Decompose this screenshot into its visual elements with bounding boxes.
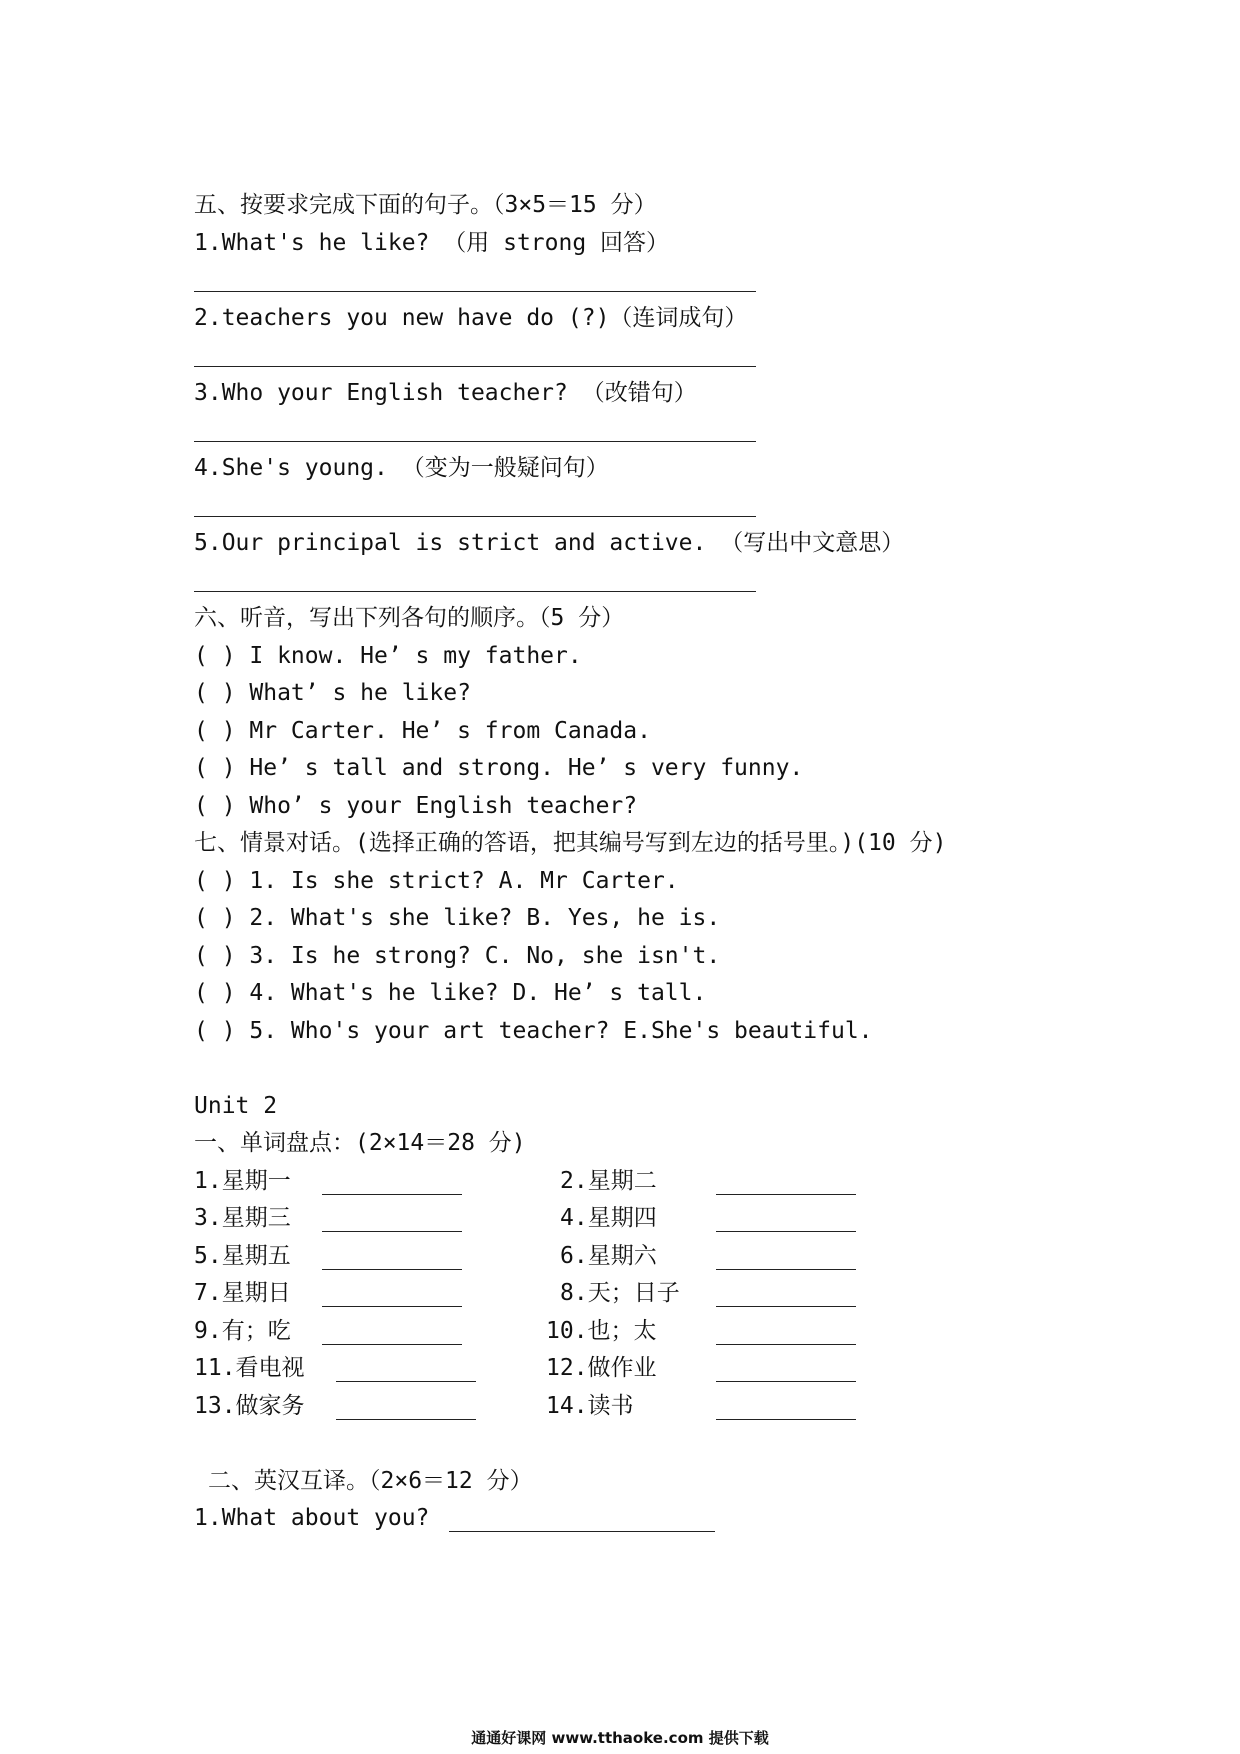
vocab-blank <box>322 1231 462 1232</box>
vocab-blank <box>716 1306 856 1307</box>
vocab-row <box>0 1391 1240 1421</box>
vocab-blank <box>716 1381 856 1382</box>
section-6-item-5: ( ) Who’ s your English teacher? <box>194 793 638 819</box>
translate-item-1: 1.What about you? <box>194 1505 430 1531</box>
vocab-label: 10.也；太 <box>546 1318 657 1344</box>
vocab-row <box>0 1203 1240 1233</box>
vocab-blank <box>322 1269 462 1270</box>
vocab-row <box>0 1241 1240 1271</box>
section-6-item-3: ( ) Mr Carter. He’ s from Canada. <box>194 718 651 744</box>
vocab-label: 1.星期一 <box>194 1168 291 1194</box>
vocab-label: 7.星期日 <box>194 1280 291 1306</box>
footer-credit: 通通好课网 www.tthaoke.com 提供下载 <box>471 1729 769 1747</box>
answer-line <box>194 291 756 292</box>
vocab-blank <box>716 1194 856 1195</box>
vocab-blank <box>336 1419 476 1420</box>
section-5-item-3: 3.Who your English teacher? （改错句） <box>194 380 697 406</box>
vocab-blank <box>716 1344 856 1345</box>
vocab-row <box>0 1166 1240 1196</box>
answer-line <box>194 516 756 517</box>
answer-line <box>449 1531 715 1532</box>
section-7-title: 七、情景对话。(选择正确的答语，把其编号写到左边的括号里。)(10 分) <box>194 830 947 856</box>
vocab-blank <box>322 1344 462 1345</box>
section-7-item-2: ( ) 2. What's she like? B. Yes, he is. <box>194 905 721 931</box>
section-6-item-2: ( ) What’ s he like? <box>194 680 471 706</box>
vocab-label: 8.天；日子 <box>560 1280 680 1306</box>
vocab-blank <box>716 1419 856 1420</box>
section-7-item-4: ( ) 4. What's he like? D. He’ s tall. <box>194 980 707 1006</box>
answer-line <box>194 441 756 442</box>
vocab-label: 13.做家务 <box>194 1393 305 1419</box>
answer-line <box>194 366 756 367</box>
vocab-label: 3.星期三 <box>194 1205 291 1231</box>
vocab-label: 2.星期二 <box>560 1168 657 1194</box>
vocab-label: 14.读书 <box>546 1393 634 1419</box>
vocab-label: 11.看电视 <box>194 1355 305 1381</box>
section-5-item-4: 4.She's young. （变为一般疑问句） <box>194 455 609 481</box>
vocab-label: 5.星期五 <box>194 1243 291 1269</box>
vocab-row <box>0 1316 1240 1346</box>
section-7-item-3: ( ) 3. Is he strong? C. No, she isn't. <box>194 943 721 969</box>
vocab-row <box>0 1278 1240 1308</box>
section-5-item-2: 2.teachers you new have do (?)（连词成句） <box>194 305 748 331</box>
section-7-item-5: ( ) 5. Who's your art teacher? E.She's beautiful. <box>194 1018 873 1044</box>
answer-line <box>194 591 756 592</box>
vocab-blank <box>322 1194 462 1195</box>
section-5-item-1: 1.What's he like? （用 strong 回答） <box>194 230 670 256</box>
section-5-item-5: 5.Our principal is strict and active. （写出中文意思） <box>194 530 905 556</box>
vocab-blank <box>336 1381 476 1382</box>
vocab-blank <box>322 1306 462 1307</box>
vocab-label: 9.有；吃 <box>194 1318 291 1344</box>
section-5-title: 五、按要求完成下面的句子。（3×5＝15 分） <box>194 192 657 218</box>
translate-section-title: 二、英汉互译。（2×6＝12 分） <box>208 1468 533 1494</box>
section-6-title: 六、听音，写出下列各句的顺序。（5 分） <box>194 605 625 631</box>
vocab-section-title: 一、单词盘点：(2×14＝28 分) <box>194 1130 526 1156</box>
section-6-item-4: ( ) He’ s tall and strong. He’ s very funny. <box>194 755 804 781</box>
vocab-label: 6.星期六 <box>560 1243 657 1269</box>
vocab-row <box>0 1353 1240 1383</box>
vocab-label: 4.星期四 <box>560 1205 657 1231</box>
unit-2-title: Unit 2 <box>194 1093 278 1119</box>
section-6-item-1: ( ) I know. He’ s my father. <box>194 643 582 669</box>
vocab-label: 12.做作业 <box>546 1355 657 1381</box>
vocab-blank <box>716 1231 856 1232</box>
vocab-blank <box>716 1269 856 1270</box>
section-7-item-1: ( ) 1. Is she strict? A. Mr Carter. <box>194 868 679 894</box>
